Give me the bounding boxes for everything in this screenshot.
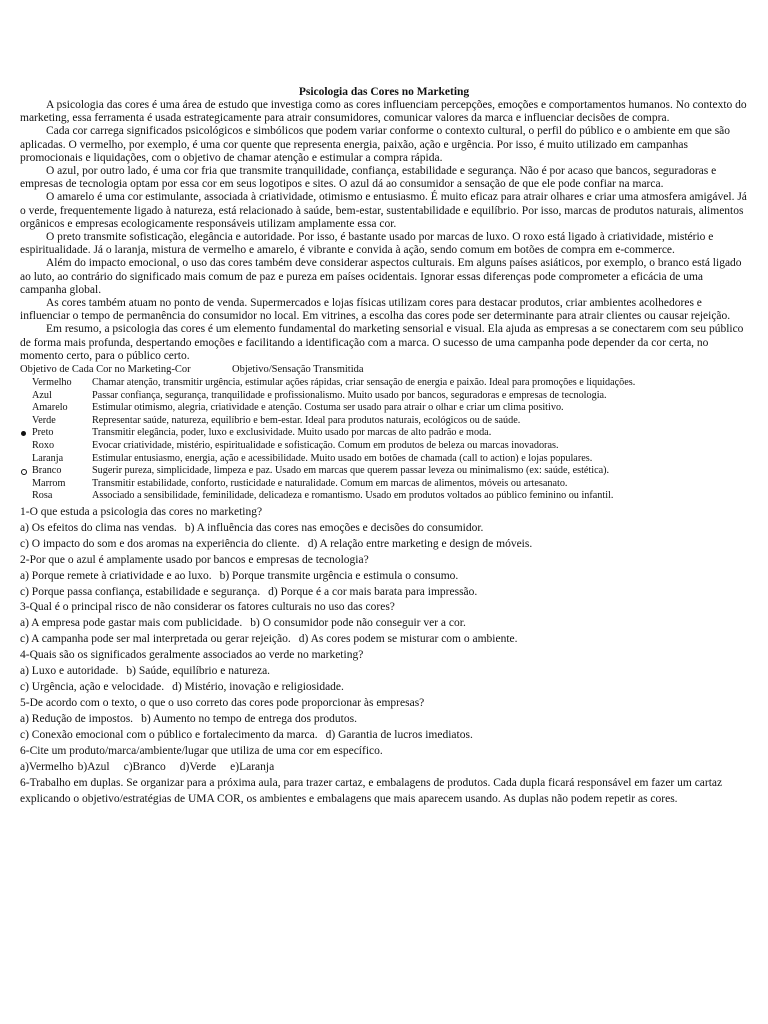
paragraph: A psicologia das cores é uma área de estudo que investiga como as cores influenciam percepções, emoções e comportamentos humanos. No contexto do marketing, essa ferramenta é usada estrategicamente para atrair consumidores, comunicar valores da marca e influenciar decisões de compra. bbox=[20, 99, 747, 125]
answer-option: c) Urgência, ação e velocidade. bbox=[20, 680, 165, 693]
color-objective: Associado a sensibilidade, feminilidade, delicadeza e romantismo. Usado em produtos voltados ao público feminino ou infantil. bbox=[92, 490, 614, 502]
table-row bbox=[20, 465, 748, 478]
answer-line bbox=[20, 632, 748, 648]
bullet-marker bbox=[20, 377, 32, 390]
document-page bbox=[20, 86, 748, 807]
paragraph: As cores também atuam no ponto de venda. Supermercados e lojas físicas utilizam cores para destacar produtos, criar ambientes acolhedores e influenciar o tempo de permanência do consumidor no local. Em vitrines, a escolha das cores pode ser determinante para atrair clientes ou causar rejeição. bbox=[20, 297, 731, 323]
answer-line bbox=[20, 569, 748, 585]
answer-option: a) Redução de impostos. bbox=[20, 712, 134, 725]
question-text: 5-De acordo com o texto, o que o uso correto das cores pode proporcionar às empresas? bbox=[20, 696, 425, 709]
table-row bbox=[20, 402, 748, 415]
bullet-marker bbox=[20, 390, 32, 403]
question-3 bbox=[20, 600, 748, 648]
body-text bbox=[20, 99, 748, 363]
answer-option: d)Verde bbox=[179, 760, 217, 773]
answer-option: d) A relação entre marketing e design de móveis. bbox=[307, 537, 533, 550]
color-name: Laranja bbox=[32, 452, 64, 464]
answer-option: a) A empresa pode gastar mais com publicidade. bbox=[20, 617, 243, 630]
color-name: Branco bbox=[32, 465, 62, 477]
color-objective: Chamar atenção, transmitir urgência, estimular ações rápidas, criar sensação de energia e paixão. Ideal para promoções e liquidações. bbox=[92, 377, 636, 389]
color-name: Rosa bbox=[32, 490, 53, 502]
group-task: 6-Trabalho em duplas. Se organizar para a próxima aula, para trazer cartaz, e embalagens de produtos. Cada dupla ficará responsável em fazer um cartaz explicando o objetivo/estratégias de UMA COR, os ambientes e embalagens que mais aparecem usando. As duplas não podem repetir as cores. bbox=[20, 777, 723, 806]
answer-option: b) Porque transmite urgência e estimula o consumo. bbox=[219, 569, 459, 582]
question-text: 6-Cite um produto/marca/ambiente/lugar que utiliza de uma cor em específico. bbox=[20, 744, 383, 757]
color-objective: Evocar criatividade, mistério, espiritualidade e sofisticação. Comum em produtos de beleza ou marcas inovadoras. bbox=[92, 440, 559, 452]
answer-option: b) A influência das cores nas emoções e decisões do consumidor. bbox=[184, 521, 484, 534]
table-row bbox=[20, 478, 748, 491]
answer-option: a)Vermelho bbox=[20, 760, 74, 773]
color-name: Marrom bbox=[32, 477, 66, 489]
table-row bbox=[20, 453, 748, 466]
question-4 bbox=[20, 648, 748, 696]
bullet-marker bbox=[20, 490, 32, 503]
answer-option: a) Os efeitos do clima nas vendas. bbox=[20, 521, 177, 534]
color-name: Verde bbox=[32, 414, 56, 426]
table-row bbox=[20, 390, 748, 403]
answer-line bbox=[20, 728, 748, 744]
paragraph: O preto transmite sofisticação, elegância e autoridade. Por isso, é bastante usado por marcas de luxo. O roxo está ligado à criatividade, mistério e espiritualidade. Já o laranja, mistura de vermelho e amarelo, é vibrante e convida à ação, sendo comum em botões de compra em e-commerce. bbox=[20, 231, 714, 257]
paragraph: O azul, por outro lado, é uma cor fria que transmite tranquilidade, confiança, estabilidade e segurança. Não é por acaso que bancos, seguradoras e empresas de tecnologia optam por essa cor em seus logotipos e sites. O azul dá ao consumidor a sensação de que ele pode confiar na marca. bbox=[20, 165, 717, 191]
question-text: 1-O que estuda a psicologia das cores no marketing? bbox=[20, 506, 263, 518]
answer-option: a) Luxo e autoridade. bbox=[20, 665, 119, 678]
answer-option: d) Porque é a cor mais barata para impressão. bbox=[268, 585, 478, 598]
color-name: Azul bbox=[32, 389, 52, 401]
filled-bullet-icon bbox=[21, 431, 26, 436]
color-name: Roxo bbox=[32, 440, 55, 452]
answer-line bbox=[20, 616, 748, 632]
color-name: Vermelho bbox=[32, 377, 72, 389]
answer-option: c) A campanha pode ser mal interpretada ou gerar rejeição. bbox=[20, 633, 291, 646]
hollow-bullet-icon bbox=[21, 469, 27, 475]
question-2 bbox=[20, 553, 748, 601]
question-text: 4-Quais são os significados geralmente associados ao verde no marketing? bbox=[20, 649, 364, 662]
questions bbox=[20, 505, 748, 744]
bullet-marker bbox=[20, 453, 32, 466]
answer-option: e)Laranja bbox=[230, 760, 275, 773]
question-1 bbox=[20, 505, 748, 553]
color-objective: Estimular entusiasmo, energia, ação e acessibilidade. Muito usado em botões de chamada (call to action) e lojas populares. bbox=[92, 452, 593, 464]
answer-option: b) Aumento no tempo de entrega dos produtos. bbox=[141, 712, 357, 725]
table-header-right: Objetivo/Sensação Transmitida bbox=[232, 364, 364, 376]
color-objective: Sugerir pureza, simplicidade, limpeza e paz. Usado em marcas que querem passar leveza ou minimalismo (ex: saúde, estética). bbox=[92, 465, 610, 477]
bullet-marker bbox=[20, 427, 32, 440]
question-5 bbox=[20, 696, 748, 744]
question-6-options bbox=[20, 760, 748, 776]
color-objective: Passar confiança, segurança, tranquilidade e profissionalismo. Muito usado por bancos, seguradoras e empresas de tecnologia. bbox=[92, 389, 607, 401]
answer-option: a) Porque remete à criatividade e ao luxo. bbox=[20, 569, 212, 582]
color-objective: Representar saúde, natureza, equilíbrio e bem-estar. Ideal para produtos naturais, ecológicos ou de saúde. bbox=[92, 414, 521, 426]
answer-option: d) Mistério, inovação e religiosidade. bbox=[172, 680, 344, 693]
answer-option: b)Azul bbox=[77, 760, 110, 773]
bullet-marker bbox=[20, 415, 32, 428]
answer-line bbox=[20, 521, 748, 537]
paragraph: Cada cor carrega significados psicológicos e simbólicos que podem variar conforme o contexto cultural, o perfil do público e o ambiente em que são aplicadas. O vermelho, por exemplo, é uma cor quente que representa energia, paixão, ação e urgência. Por isso, é muito utilizado em campanhas promocionais e liquidações, com o objetivo de chamar atenção e estimular a compra rápida. bbox=[20, 125, 731, 164]
table-rows bbox=[20, 377, 748, 503]
answer-option: d) Garantia de lucros imediatos. bbox=[325, 728, 473, 741]
table-row bbox=[20, 440, 748, 453]
bullet-marker bbox=[20, 440, 32, 453]
paragraph: O amarelo é uma cor estimulante, associada à criatividade, otimismo e entusiasmo. É muito eficaz para atrair olhares e criar uma atmosfera amigável. Já o verde, frequentemente ligado à natureza, está relacionado à saúde, bem-estar, sustentabilidade e equilíbrio. Por isso, marcas de produtos naturais, alimentos orgânicos e empresas ecologicamente responsáveis utilizam amplamente essa cor. bbox=[20, 191, 747, 230]
color-table bbox=[20, 364, 748, 503]
table-row bbox=[20, 415, 748, 428]
color-name: Preto bbox=[32, 427, 54, 439]
table-row bbox=[20, 490, 748, 503]
answer-line bbox=[20, 664, 748, 680]
color-name: Amarelo bbox=[32, 402, 68, 414]
answer-option: b) Saúde, equilíbrio e natureza. bbox=[126, 665, 271, 678]
answer-line bbox=[20, 680, 748, 696]
document-title: Psicologia das Cores no Marketing bbox=[298, 86, 470, 98]
answer-option: c) O impacto do som e dos aromas na experiência do cliente. bbox=[20, 537, 300, 550]
answer-option: c) Conexão emocional com o público e fortalecimento da marca. bbox=[20, 728, 318, 741]
answer-line bbox=[20, 585, 748, 601]
question-text: 2-Por que o azul é amplamente usado por bancos e empresas de tecnologia? bbox=[20, 553, 369, 566]
answer-option: c)Branco bbox=[123, 760, 166, 773]
table-row bbox=[20, 427, 748, 440]
color-objective: Estimular otimismo, alegria, criatividade e atenção. Costuma ser usado para atrair o olhar e criar um clima positivo. bbox=[92, 402, 564, 414]
answer-line bbox=[20, 712, 748, 728]
bullet-marker bbox=[20, 465, 32, 478]
answer-line bbox=[20, 537, 748, 553]
paragraph: Em resumo, a psicologia das cores é um elemento fundamental do marketing sensorial e visual. Ela ajuda as empresas a se conectarem com seu público de forma mais profunda, despertando emoções e facilitando a identificação com a marca. O sucesso de uma campanha pode depender da cor certa, no momento certo, para o público certo. bbox=[20, 323, 744, 362]
color-objective: Transmitir elegância, poder, luxo e exclusividade. Muito usado por marcas de alto padrão e moda. bbox=[92, 427, 492, 439]
table-header bbox=[20, 364, 748, 376]
answer-option: c) Porque passa confiança, estabilidade e segurança. bbox=[20, 585, 261, 598]
table-header-left: Objetivo de Cada Cor no Marketing-Cor bbox=[20, 364, 191, 376]
answer-option: d) As cores podem se misturar com o ambiente. bbox=[298, 633, 518, 646]
bullet-marker bbox=[20, 478, 32, 491]
question-6 bbox=[20, 744, 748, 776]
table-row bbox=[20, 377, 748, 390]
answer-option: b) O consumidor pode não conseguir ver a cor. bbox=[250, 617, 466, 630]
bullet-marker bbox=[20, 402, 32, 415]
paragraph: Além do impacto emocional, o uso das cores também deve considerar aspectos culturais. Em alguns países asiáticos, por exemplo, o branco está ligado ao luto, ao contrário do significado mais comum de paz e pureza em países ocidentais. Ignorar essas diferenças pode comprometer a eficácia de uma campanha global. bbox=[20, 257, 742, 296]
question-text: 3-Qual é o principal risco de não considerar os fatores culturais no uso das cores? bbox=[20, 601, 395, 614]
color-objective: Transmitir estabilidade, conforto, rusticidade e naturalidade. Comum em marcas de alimentos, móveis ou artesanato. bbox=[92, 477, 568, 489]
